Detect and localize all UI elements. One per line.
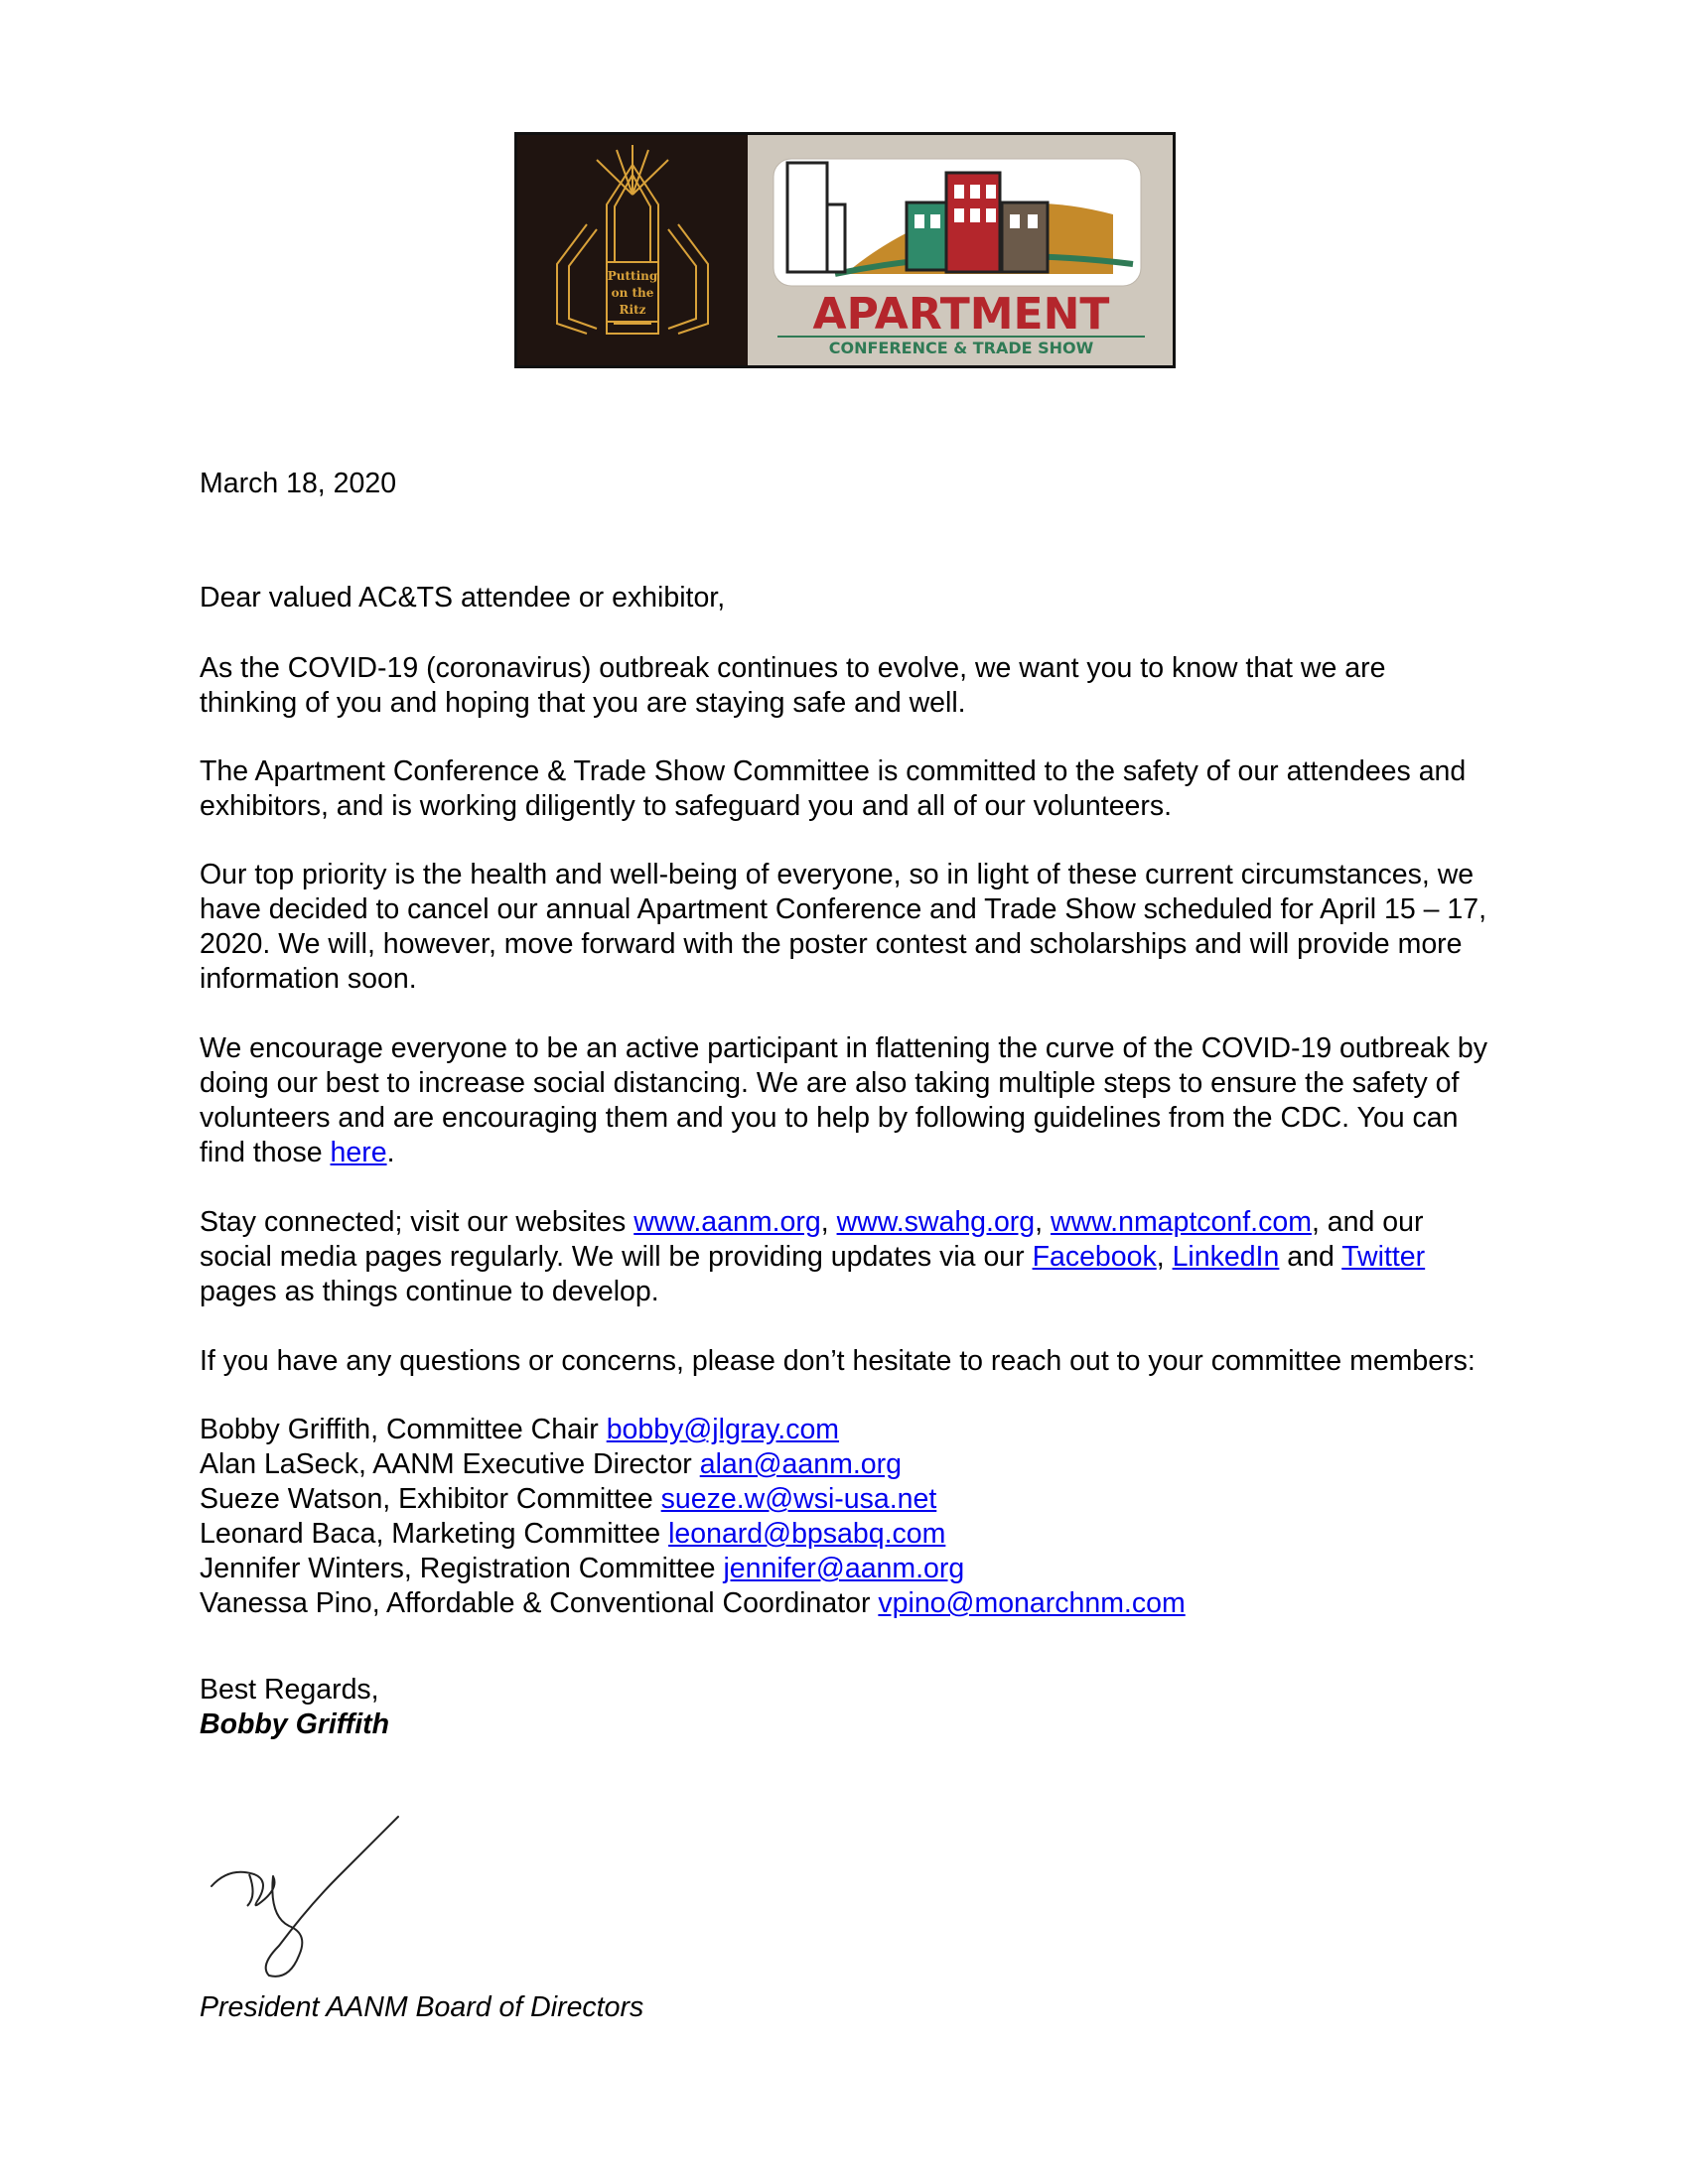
twitter-link[interactable]: Twitter <box>1341 1241 1426 1273</box>
svg-text:Putting: Putting <box>607 269 658 283</box>
swahg-website-link[interactable]: www.swahg.org <box>836 1206 1036 1238</box>
brand-subtitle: CONFERENCE & TRADE SHOW <box>828 339 1094 357</box>
event-logo-banner <box>514 132 1176 368</box>
brown-building-icon <box>1002 203 1048 272</box>
letter-date: March 18, 2020 <box>200 468 397 499</box>
cdc-guidelines-link[interactable]: here <box>330 1137 387 1168</box>
event-logo-graphic <box>517 135 1173 365</box>
contact-row: Leonard Baca, Marketing Committee leonard@bpsabq.com <box>200 1518 946 1550</box>
contact-row: Vanessa Pino, Affordable & Conventional Coordinator vpino@monarchnm.com <box>200 1587 1186 1619</box>
paragraph-3: Our top priority is the health and well-being of everyone, so in light of these current circumstances, we have decided to cancel our annual Apartment Conference and Trade Show scheduled for April 15 – 17, 2020. We will, however, move forward with the poster contest and scholarships and will provide more information soon. <box>200 859 1487 995</box>
paragraph-4-text: We encourage everyone to be an active participant in flattening the curve of the COVID-19 outbreak by doing our best to increase social distancing. We are also taking multiple steps to ensure the safety of volunteers and are encouraging them and you to help by following guidelines from the CDC. You can find those <box>200 1032 1487 1168</box>
paragraph-1: As the COVID-19 (coronavirus) outbreak continues to evolve, we want you to know that we are thinking of you and hoping that you are staying safe and well. <box>200 652 1386 719</box>
green-building-icon <box>907 203 946 270</box>
contact-row: Jennifer Winters, Registration Committee jennifer@aanm.org <box>200 1553 965 1584</box>
nmaptconf-website-link[interactable]: www.nmaptconf.com <box>1051 1206 1312 1238</box>
svg-text:on the: on the <box>611 286 654 300</box>
contact-row: Sueze Watson, Exhibitor Committee sueze.w@wsi-usa.net <box>200 1483 937 1515</box>
contact-email-link[interactable]: jennifer@aanm.org <box>723 1553 965 1584</box>
letter-greeting: Dear valued AC&TS attendee or exhibitor, <box>200 582 726 614</box>
white-building-icon <box>787 163 827 272</box>
linkedin-link[interactable]: LinkedIn <box>1172 1241 1280 1273</box>
contact-email-link[interactable]: bobby@jlgray.com <box>606 1414 840 1445</box>
aanm-website-link[interactable]: www.aanm.org <box>633 1206 821 1238</box>
contact-email-link[interactable]: leonard@bpsabq.com <box>668 1518 946 1550</box>
paragraph-2: The Apartment Conference & Trade Show Committee is committed to the safety of our attendees and exhibitors, and is working diligently to safeguard you and all of our volunteers. <box>200 755 1467 822</box>
paragraph-6: If you have any questions or concerns, please don’t hesitate to reach out to your committee members: <box>200 1345 1476 1377</box>
paragraph-4: We encourage everyone to be an active participant in flattening the curve of the COVID-19 outbreak by doing our best to increase social distancing. We are also taking multiple steps to ensure the safety of volunteers and are encouraging them and you to help by following guidelines from the CDC. You can find those here. <box>200 1032 1487 1168</box>
brand-title: APARTMENT <box>812 289 1110 340</box>
contact-email-link[interactable]: sueze.w@wsi-usa.net <box>660 1483 937 1515</box>
contact-row: Bobby Griffith, Committee Chair bobby@jlgray.com <box>200 1414 840 1445</box>
contact-email-link[interactable]: vpino@monarchnm.com <box>878 1587 1186 1619</box>
facebook-link[interactable]: Facebook <box>1032 1241 1157 1273</box>
committee-contacts <box>200 1413 1490 1621</box>
letter-body <box>200 467 1490 1742</box>
svg-text:Ritz: Ritz <box>619 303 646 317</box>
signer-title: President AANM Board of Directors <box>200 1991 644 2023</box>
closing: Best Regards, <box>200 1674 379 1706</box>
paragraph-5: Stay connected; visit our websites www.aanm.org, www.swahg.org, www.nmaptconf.com, and our social media pages regularly. We will be providing updates via our Facebook, LinkedIn and Twitter pages as things continue to develop. <box>200 1206 1426 1307</box>
contact-email-link[interactable]: alan@aanm.org <box>699 1448 902 1480</box>
contact-row: Alan LaSeck, AANM Executive Director alan@aanm.org <box>200 1448 902 1480</box>
signer-name: Bobby Griffith <box>200 1708 390 1740</box>
handwritten-signature <box>200 1807 438 1995</box>
